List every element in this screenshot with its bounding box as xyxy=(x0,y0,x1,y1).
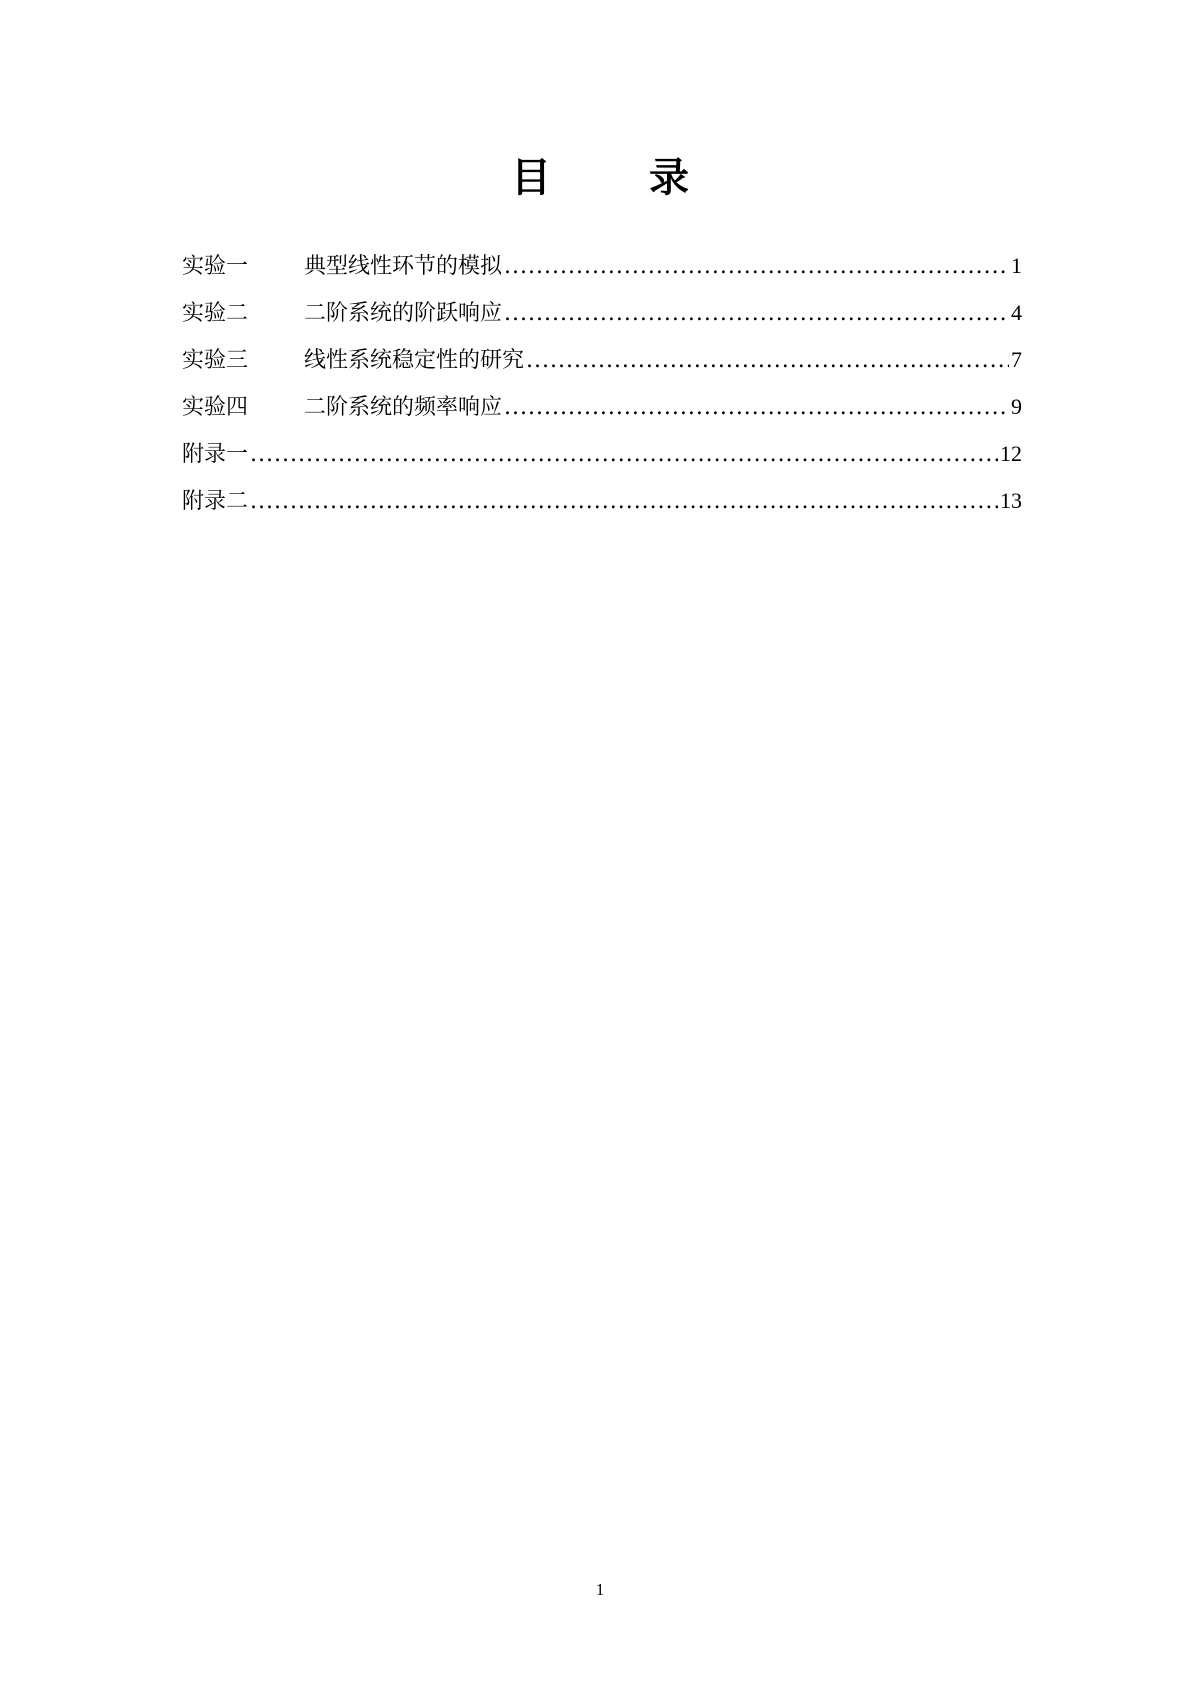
toc-entry-experiment-1[interactable] xyxy=(182,242,1022,289)
toc-entry-label: 二阶系统的阶跃响应 xyxy=(304,301,503,326)
toc-entry-experiment-4[interactable] xyxy=(182,383,1022,430)
toc-entry-label: 线性系统稳定性的研究 xyxy=(304,348,525,373)
toc-entry-experiment-2[interactable] xyxy=(182,289,1022,336)
toc-entry-appendix-1[interactable] xyxy=(182,430,1022,477)
footer-page-number: 1 xyxy=(595,1580,605,1599)
toc-entry-number: 实验一 xyxy=(182,254,249,279)
toc-entry-number: 实验四 xyxy=(182,395,249,420)
toc-dot-leader xyxy=(250,478,998,525)
toc-entry-experiment-3[interactable] xyxy=(182,336,1022,383)
toc-entry-label: 二阶系统的频率响应 xyxy=(304,395,503,420)
toc-entry-number: 实验二 xyxy=(182,301,249,326)
toc-dot-leader xyxy=(504,290,1009,337)
toc-list xyxy=(182,242,1022,524)
toc-entry-page: 7 xyxy=(1011,347,1022,372)
toc-entry-page: 4 xyxy=(1011,300,1022,325)
toc-dot-leader xyxy=(250,431,998,478)
toc-entry-page: 9 xyxy=(1011,394,1022,419)
toc-entry-page: 1 xyxy=(1011,253,1022,278)
toc-dot-leader xyxy=(504,243,1009,290)
toc-entry-page: 13 xyxy=(1000,488,1022,513)
toc-title: 目 录 xyxy=(511,154,731,201)
toc-entry-appendix-2[interactable] xyxy=(182,477,1022,524)
toc-entry-number: 实验三 xyxy=(182,348,249,373)
toc-entry-number: 附录一 xyxy=(182,442,249,467)
toc-dot-leader xyxy=(504,384,1009,431)
toc-entry-label: 典型线性环节的模拟 xyxy=(304,254,503,279)
toc-entry-page: 12 xyxy=(1000,441,1022,466)
toc-dot-leader xyxy=(526,337,1009,384)
toc-entry-number: 附录二 xyxy=(182,489,249,514)
